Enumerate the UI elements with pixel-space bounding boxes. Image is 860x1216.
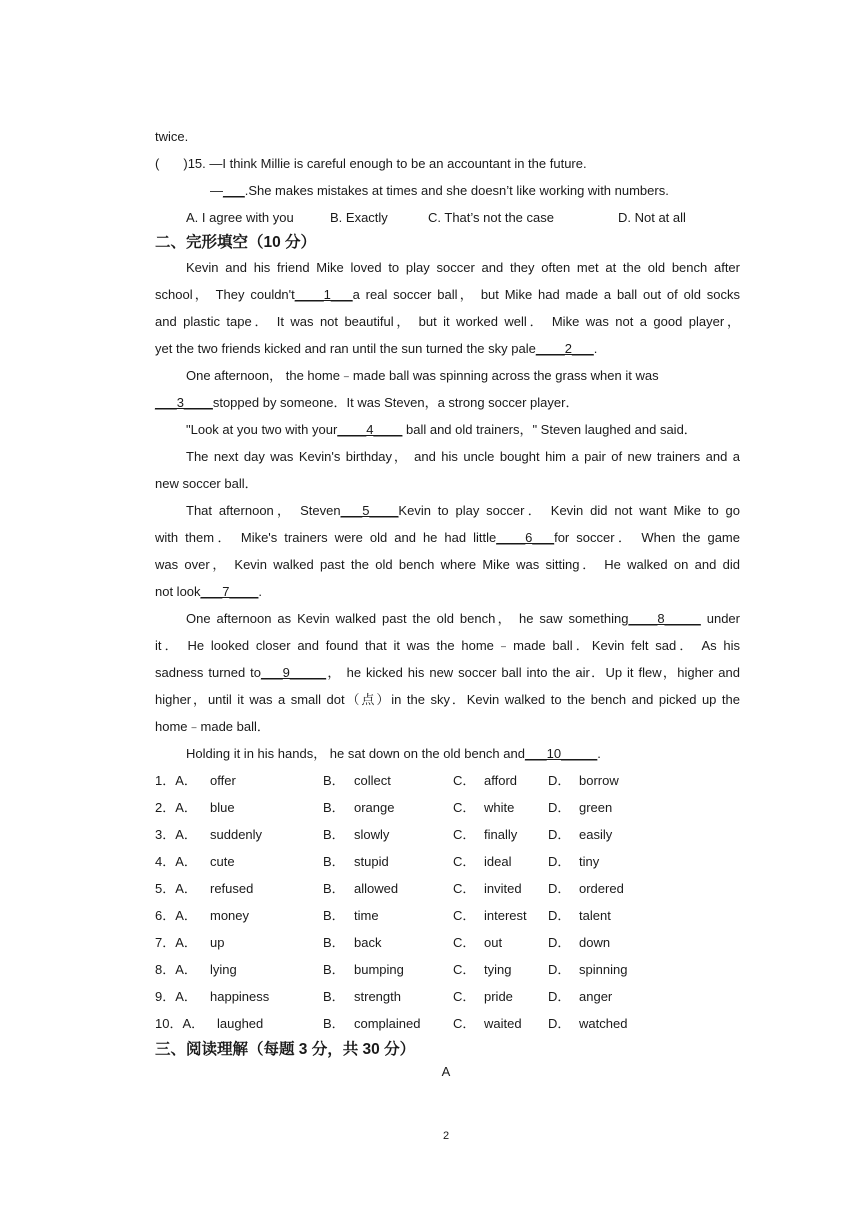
option-letter: D． (548, 908, 571, 923)
option-d: talent (579, 908, 611, 923)
option-number: 3．A． (155, 827, 197, 842)
option-b: slowly (354, 827, 390, 842)
option-d: anger (579, 989, 613, 1004)
option-row (155, 956, 755, 983)
option-c: out (484, 935, 503, 950)
option-number: 5．A． (155, 881, 197, 896)
section-heading: 三、阅读理解（每题 3 分，共 30 分） (155, 1041, 416, 1058)
question-stem: 15. —I think Millie is careful enough to be an accountant in the future. (187, 156, 587, 171)
option-b: time (354, 908, 379, 923)
option-letter: D． (548, 935, 571, 950)
question-15-options (155, 204, 755, 231)
option-letter: B． (323, 935, 345, 950)
option-b: stupid (354, 854, 389, 869)
passage-line: "Look at you two with your____4____ ball and old trainers，" Steven laughed and said． (186, 422, 697, 437)
option-a: A. I agree with you (186, 210, 294, 225)
option-row (155, 848, 755, 875)
option-d: spinning (579, 962, 628, 977)
option-a: up (210, 935, 225, 950)
option-letter: D． (548, 1016, 571, 1031)
blank-3: ___3____ (155, 395, 213, 410)
passage-line: home﹣made ball． (155, 719, 270, 734)
blank-2: ____2___ (535, 341, 594, 356)
passage-line: sadness turned to___9_____， he kicked his new soccer ball into the air．Up it flew，higher and (155, 665, 740, 680)
option-b: collect (354, 773, 391, 788)
section-heading: 二、完形填空（10 分） (155, 234, 317, 251)
blank-7: ___7____ (200, 584, 259, 599)
option-letter: B． (323, 854, 345, 869)
blank-9: ___9_____ (260, 665, 327, 680)
subsection-label: A (441, 1064, 451, 1079)
option-b: complained (354, 1016, 421, 1031)
option-letter: D． (548, 773, 571, 788)
option-letter: B． (323, 962, 345, 977)
option-number: 1．A． (155, 773, 197, 788)
passage-line: One afternoon， the home﹣made ball was spinning across the grass when it was (186, 368, 659, 383)
question-15-reply: —___.She makes mistakes at times and she doesn’t like working with numbers. (210, 183, 669, 198)
option-letter: B． (323, 989, 345, 1004)
text-fragment: twice. (155, 129, 189, 144)
passage-line: One afternoon as Kevin walked past the old bench， he saw something____8_____ under (186, 611, 740, 626)
option-a: money (210, 908, 250, 923)
option-number: 10．A． (155, 1016, 205, 1031)
option-c: ideal (484, 854, 512, 869)
option-row (155, 875, 755, 902)
option-row (155, 983, 755, 1010)
option-b: strength (354, 989, 401, 1004)
option-number: 9．A． (155, 989, 197, 1004)
option-letter: D． (548, 854, 571, 869)
option-letter: B． (323, 827, 345, 842)
passage-line: yet the two friends kicked and ran until the sun turned the sky pale____2___. (155, 341, 598, 356)
option-c: tying (484, 962, 512, 977)
option-number: 8．A． (155, 962, 197, 977)
option-number: 4．A． (155, 854, 197, 869)
option-b: allowed (354, 881, 399, 896)
answer-paren-open: ( (155, 156, 160, 171)
option-d: tiny (579, 854, 600, 869)
option-a: lying (210, 962, 237, 977)
option-c: afford (484, 773, 518, 788)
page-number: 2 (442, 1130, 450, 1142)
option-b: B. Exactly (330, 210, 388, 225)
passage-line: and plastic tape． It was not beautiful， but it worked well． Mike was not a good player， (155, 314, 740, 329)
blank-10: ___10_____ (524, 746, 598, 761)
option-d: down (579, 935, 611, 950)
option-c: C. That’s not the case (428, 210, 554, 225)
option-letter: D． (548, 827, 571, 842)
option-row (155, 1010, 755, 1037)
passage-line: The next day was Kevin's birthday， and his uncle bought him a pair of new trainers and a (186, 449, 740, 464)
option-b: orange (354, 800, 395, 815)
option-c: interest (484, 908, 527, 923)
option-d: green (579, 800, 613, 815)
blank-1: ____1___ (294, 287, 353, 302)
passage-line: That afternoon， Steven___5____Kevin to play soccer． Kevin did not want Mike to go (186, 503, 740, 518)
option-letter: D． (548, 962, 571, 977)
passage-line: was over， Kevin walked past the old bench where Mike was sitting． He walked on and did (155, 557, 740, 572)
option-row (155, 902, 755, 929)
answer-blank: ___ (223, 183, 245, 198)
option-row (155, 821, 755, 848)
option-c: pride (484, 989, 513, 1004)
option-a: cute (210, 854, 235, 869)
option-d: D. Not at all (618, 210, 686, 225)
option-letter: C． (453, 962, 476, 977)
option-a: happiness (210, 989, 270, 1004)
option-letter: C． (453, 827, 476, 842)
option-letter: B． (323, 773, 345, 788)
option-a: suddenly (210, 827, 263, 842)
option-letter: D． (548, 989, 571, 1004)
option-letter: C． (453, 1016, 476, 1031)
option-d: borrow (579, 773, 619, 788)
option-letter: B． (323, 908, 345, 923)
option-number: 7．A． (155, 935, 197, 950)
passage-line: not look___7____. (155, 584, 263, 599)
option-row (155, 767, 755, 794)
option-letter: C． (453, 773, 476, 788)
option-letter: B． (323, 800, 345, 815)
option-a: blue (210, 800, 235, 815)
option-c: white (484, 800, 515, 815)
option-letter: C． (453, 854, 476, 869)
option-d: easily (579, 827, 613, 842)
blank-6: ____6___ (496, 530, 555, 545)
passage-line: ___3____stopped by someone．It was Steven，a strong soccer player． (155, 395, 579, 410)
option-b: bumping (354, 962, 404, 977)
blank-5: ___5____ (340, 503, 399, 518)
option-a: offer (210, 773, 236, 788)
option-a: laughed (217, 1016, 264, 1031)
passage-line: with them． Mike's trainers were old and he had little____6___for soccer． When the game (155, 530, 740, 545)
passage-line: new soccer ball． (155, 476, 258, 491)
option-letter: C． (453, 881, 476, 896)
option-d: watched (579, 1016, 628, 1031)
option-letter: B． (323, 1016, 345, 1031)
blank-4: ____4____ (337, 422, 403, 437)
option-letter: C． (453, 800, 476, 815)
answer-paren-close: ) (183, 156, 188, 171)
passage-line: Kevin and his friend Mike loved to play soccer and they often met at the old bench after (186, 260, 740, 275)
option-letter: D． (548, 881, 571, 896)
passage-line: school， They couldn't____1___a real soccer ball， but Mike had made a ball out of old socks (155, 287, 740, 302)
option-d: ordered (579, 881, 624, 896)
option-b: back (354, 935, 382, 950)
passage-line: higher，until it was a small dot（点）in the sky．Kevin walked to the bench and picked up the (155, 692, 740, 707)
blank-8: ____8_____ (628, 611, 701, 626)
option-a: refused (210, 881, 254, 896)
option-row (155, 929, 755, 956)
option-row (155, 794, 755, 821)
option-c: invited (484, 881, 522, 896)
option-letter: C． (453, 935, 476, 950)
option-letter: C． (453, 989, 476, 1004)
option-number: 2．A． (155, 800, 197, 815)
passage-line: Holding it in his hands， he sat down on the old bench and___10_____. (186, 746, 601, 761)
option-number: 6．A． (155, 908, 197, 923)
question-15 (155, 150, 587, 177)
option-letter: B． (323, 881, 345, 896)
option-c: finally (484, 827, 518, 842)
option-letter: C． (453, 908, 476, 923)
option-letter: D． (548, 800, 571, 815)
option-c: waited (484, 1016, 522, 1031)
passage-line: it． He looked closer and found that it was the home﹣made ball．Kevin felt sad． As his (155, 638, 740, 653)
